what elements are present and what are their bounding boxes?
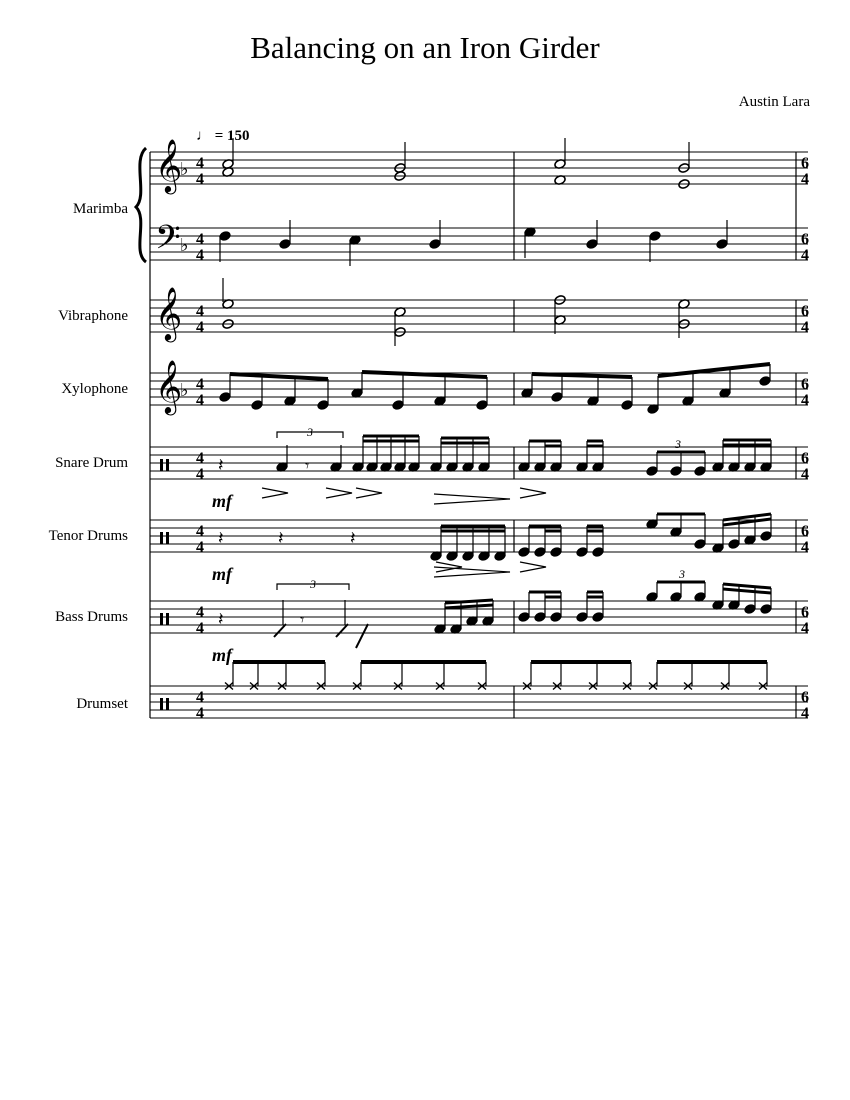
svg-text:4: 4 (196, 466, 204, 483)
svg-text:♭: ♭ (180, 235, 189, 255)
staff-lines (150, 152, 808, 718)
svg-text:4: 4 (801, 247, 809, 264)
svg-text:𝄞: 𝄞 (155, 288, 183, 339)
tenor-notes (218, 514, 772, 572)
svg-text:𝄞: 𝄞 (155, 361, 183, 412)
svg-text:4: 4 (801, 392, 809, 409)
instrument-name-vibraphone: Vibraphone (58, 308, 128, 324)
instrument-name-bass-drums: Bass Drums (55, 609, 128, 625)
svg-text:4: 4 (196, 303, 204, 320)
instrument-name-drumset: Drumset (76, 696, 128, 712)
svg-text:4: 4 (196, 319, 204, 336)
svg-text:𝄽: 𝄽 (278, 528, 284, 548)
svg-text:mf: mf (212, 564, 232, 584)
bass-drum-notes (218, 582, 772, 648)
svg-text:4: 4 (196, 523, 204, 540)
svg-text:mf: mf (212, 491, 232, 511)
svg-text:6: 6 (801, 604, 809, 621)
svg-text:6: 6 (801, 450, 809, 467)
tuplet-number: 3 (307, 425, 313, 439)
snare-notes (218, 432, 772, 498)
svg-text:4: 4 (196, 171, 204, 188)
svg-text:4: 4 (801, 319, 809, 336)
quarter-note-icon: ♩ (196, 128, 211, 144)
svg-text:𝄞: 𝄞 (155, 140, 183, 191)
svg-text:4: 4 (196, 392, 204, 409)
svg-text:𝄾: 𝄾 (300, 612, 305, 629)
svg-text:𝄽: 𝄽 (350, 528, 356, 548)
treble-clef-icon (155, 139, 182, 415)
percussion-clef-icon (160, 459, 169, 710)
marimba-treble-notes (222, 138, 690, 189)
svg-text:4: 4 (196, 247, 204, 264)
instrument-name-snare-drum: Snare Drum (55, 455, 128, 471)
tempo-value: = 150 (214, 128, 250, 144)
svg-text:6: 6 (801, 231, 809, 248)
instrument-name-marimba: Marimba (73, 201, 128, 217)
svg-text:♭: ♭ (180, 380, 189, 400)
svg-text:6: 6 (801, 155, 809, 172)
svg-text:6: 6 (801, 689, 809, 706)
svg-text:4: 4 (196, 376, 204, 393)
svg-text:4: 4 (801, 620, 809, 637)
svg-text:4: 4 (801, 171, 809, 188)
svg-text:𝄾: 𝄾 (305, 458, 310, 475)
marimba-brace (136, 148, 146, 262)
tuplet-number: 3 (679, 567, 685, 581)
dynamic-mf (212, 491, 234, 665)
svg-text:𝄽: 𝄽 (218, 455, 224, 475)
svg-text:𝄽: 𝄽 (218, 528, 224, 548)
instrument-name-xylophone: Xylophone (61, 381, 128, 397)
svg-text:4: 4 (196, 539, 204, 556)
svg-text:𝄽: 𝄽 (218, 609, 224, 629)
svg-text:4: 4 (801, 705, 809, 722)
svg-text:♭: ♭ (180, 159, 189, 179)
composer: Austin Lara (738, 94, 810, 110)
svg-text:4: 4 (801, 539, 809, 556)
svg-text:4: 4 (196, 155, 204, 172)
tuplet-number: 3 (310, 577, 316, 591)
svg-text:4: 4 (196, 231, 204, 248)
svg-text:4: 4 (196, 689, 204, 706)
drumset-notes (225, 662, 767, 690)
svg-text:6: 6 (801, 303, 809, 320)
vibraphone-notes (222, 278, 690, 346)
svg-text:6: 6 (801, 376, 809, 393)
svg-text:4: 4 (196, 450, 204, 467)
marimba-bass-notes (219, 220, 728, 266)
bass-clef-icon: 𝄢 (155, 219, 181, 264)
svg-text:mf: mf (212, 645, 232, 665)
svg-text:4: 4 (196, 705, 204, 722)
tuplet-number: 3 (675, 437, 681, 451)
score-title: Balancing on an Iron Girder (250, 30, 600, 65)
instrument-name-tenor-drums: Tenor Drums (48, 528, 128, 544)
svg-text:6: 6 (801, 523, 809, 540)
svg-text:4: 4 (196, 620, 204, 637)
svg-text:4: 4 (196, 604, 204, 621)
svg-text:4: 4 (801, 466, 809, 483)
